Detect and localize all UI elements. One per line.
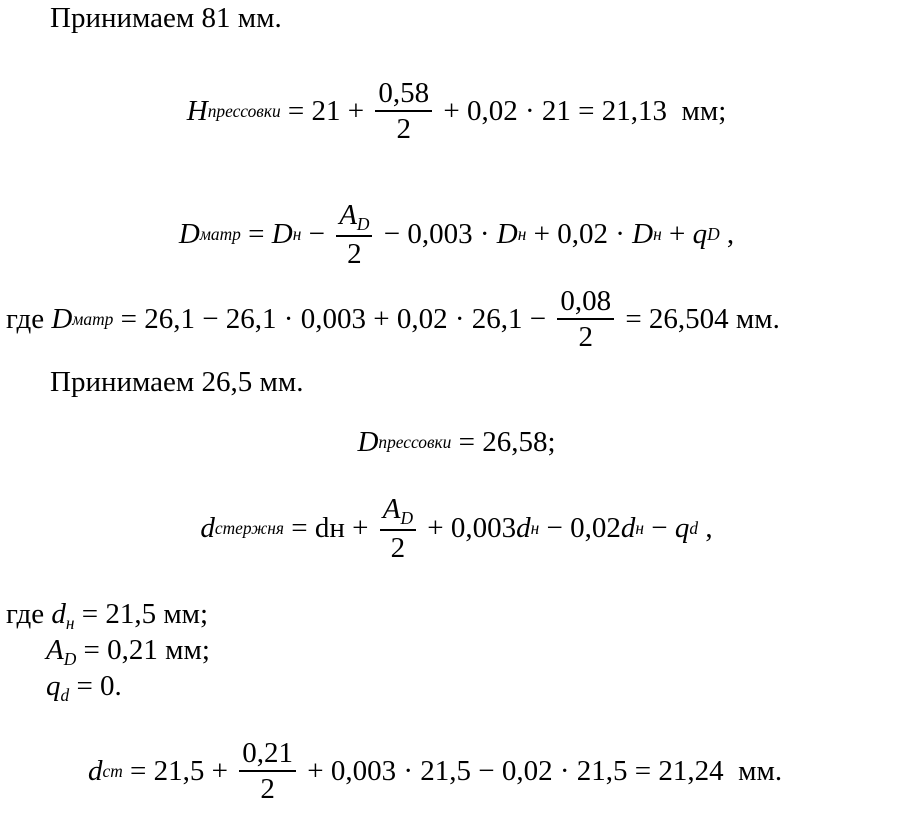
fraction-denominator: 2 <box>390 532 406 565</box>
sub-d: D <box>63 649 77 670</box>
sub-matr: матр <box>199 224 241 245</box>
where-item-dn <box>6 600 208 632</box>
var-q: q <box>674 512 690 545</box>
equation-h-pressovki <box>0 78 913 145</box>
fraction-numerator <box>380 494 416 527</box>
var-d-sterzhnya: d <box>200 512 215 545</box>
var-a: A <box>339 199 357 231</box>
equals-sign: = <box>240 218 272 251</box>
where-item-ad <box>46 636 210 668</box>
where-prefix: где <box>6 302 52 335</box>
eq-dsterzh-mid: = dн + <box>284 512 376 545</box>
var-a: A <box>382 493 401 525</box>
fraction-denominator: 2 <box>347 238 362 271</box>
fraction-008-2 <box>557 286 614 353</box>
sub-pressovki: прессовки <box>378 431 452 452</box>
eq-where-result: = 26,504 мм. <box>618 302 780 335</box>
fraction-ad-2 <box>380 494 416 564</box>
fraction-numerator: 0,08 <box>560 285 612 317</box>
equation-d-sterzhnya <box>0 494 913 564</box>
equation-d-matr <box>0 200 913 270</box>
sub-n: н <box>653 224 662 245</box>
where-item-value: = 0. <box>69 670 122 702</box>
fraction-ad-2 <box>336 200 372 270</box>
sub-n: н <box>635 518 645 539</box>
plus-sign: + <box>661 218 693 251</box>
equation-d-matr-values <box>6 286 780 353</box>
sub-n: н <box>530 518 540 539</box>
sub-n: н <box>517 224 527 245</box>
fraction-bar <box>557 318 614 320</box>
eq-dmatr-tail-2: + 0,02 · <box>526 218 633 251</box>
minus-sign: − <box>301 218 333 251</box>
eq-dsterzh-tail-1: + 0,003 <box>420 512 517 545</box>
equation-d-pressovki <box>0 428 913 457</box>
var-h: H <box>186 94 208 127</box>
var-d-matr: D <box>178 218 200 251</box>
var-q: q <box>46 670 61 702</box>
eq-dpress-rhs: = 26,58; <box>451 426 556 458</box>
fraction-denominator: 2 <box>260 773 275 806</box>
fraction-numerator: 0,58 <box>378 77 430 109</box>
var-dn: D <box>632 218 654 251</box>
eq-dsterzh-tail-2: − 0,02 <box>539 512 621 545</box>
fraction-numerator <box>336 200 372 233</box>
text-line-accept: Принимаем 26,5 мм. <box>50 366 304 398</box>
fraction-bar <box>239 770 296 772</box>
sub-d: D <box>707 224 720 245</box>
sub-st: ст <box>102 760 123 781</box>
fraction-058-2 <box>375 78 432 145</box>
fraction-021-2 <box>239 738 296 805</box>
sub-d: D <box>356 214 370 235</box>
fraction-bar <box>336 235 372 237</box>
minus-sign: − <box>644 512 675 545</box>
equation-d-st <box>88 738 782 805</box>
eq-dst-mid: = 21,5 + <box>122 754 236 787</box>
fraction-bar <box>375 110 432 112</box>
var-d-st: d <box>88 754 103 787</box>
sub-d: D <box>400 508 414 529</box>
comma: , <box>698 512 713 545</box>
var-q: q <box>692 218 708 251</box>
sub-pressovki: прессовки <box>207 100 281 121</box>
sub-d: d <box>60 685 70 706</box>
fraction-bar <box>380 529 416 531</box>
eq-dmatr-tail-1: − 0,003 · <box>376 218 497 251</box>
fraction-denominator: 2 <box>396 113 411 146</box>
fraction-denominator: 2 <box>578 321 593 354</box>
eq-dst-rhs: + 0,003 · 21,5 − 0,02 · 21,5 = 21,24 мм. <box>300 754 783 787</box>
eq-h-rhs: + 0,02 · 21 = 21,13 мм; <box>436 94 727 127</box>
comma: , <box>719 218 735 251</box>
eq-where-expression: = 26,1 − 26,1 · 0,003 + 0,02 · 26,1 − <box>113 302 554 335</box>
where-item-value: = 0,21 мм; <box>76 634 210 666</box>
where-item-value: = 21,5 мм; <box>74 598 209 630</box>
var-dn: D <box>496 218 518 251</box>
sub-sterzhnya: стержня <box>214 518 285 539</box>
where-item-qd <box>46 672 122 704</box>
var-d-pressovki: D <box>357 426 379 458</box>
var-dn: D <box>271 218 293 251</box>
var-d-matr: D <box>51 302 73 335</box>
var-a: A <box>46 634 64 666</box>
sub-d: d <box>689 518 699 539</box>
var-dn: d <box>620 512 636 545</box>
sub-matr: матр <box>72 308 114 329</box>
sub-n: н <box>65 613 75 634</box>
where-prefix: где <box>6 598 52 630</box>
text-line-1: Принимаем 81 мм. <box>50 2 282 34</box>
fraction-numerator: 0,21 <box>242 737 293 769</box>
var-d: d <box>51 598 66 630</box>
var-dn: d <box>516 512 531 545</box>
eq-h-lhs-tail: = 21 + <box>280 94 372 127</box>
sub-n: н <box>292 224 302 245</box>
